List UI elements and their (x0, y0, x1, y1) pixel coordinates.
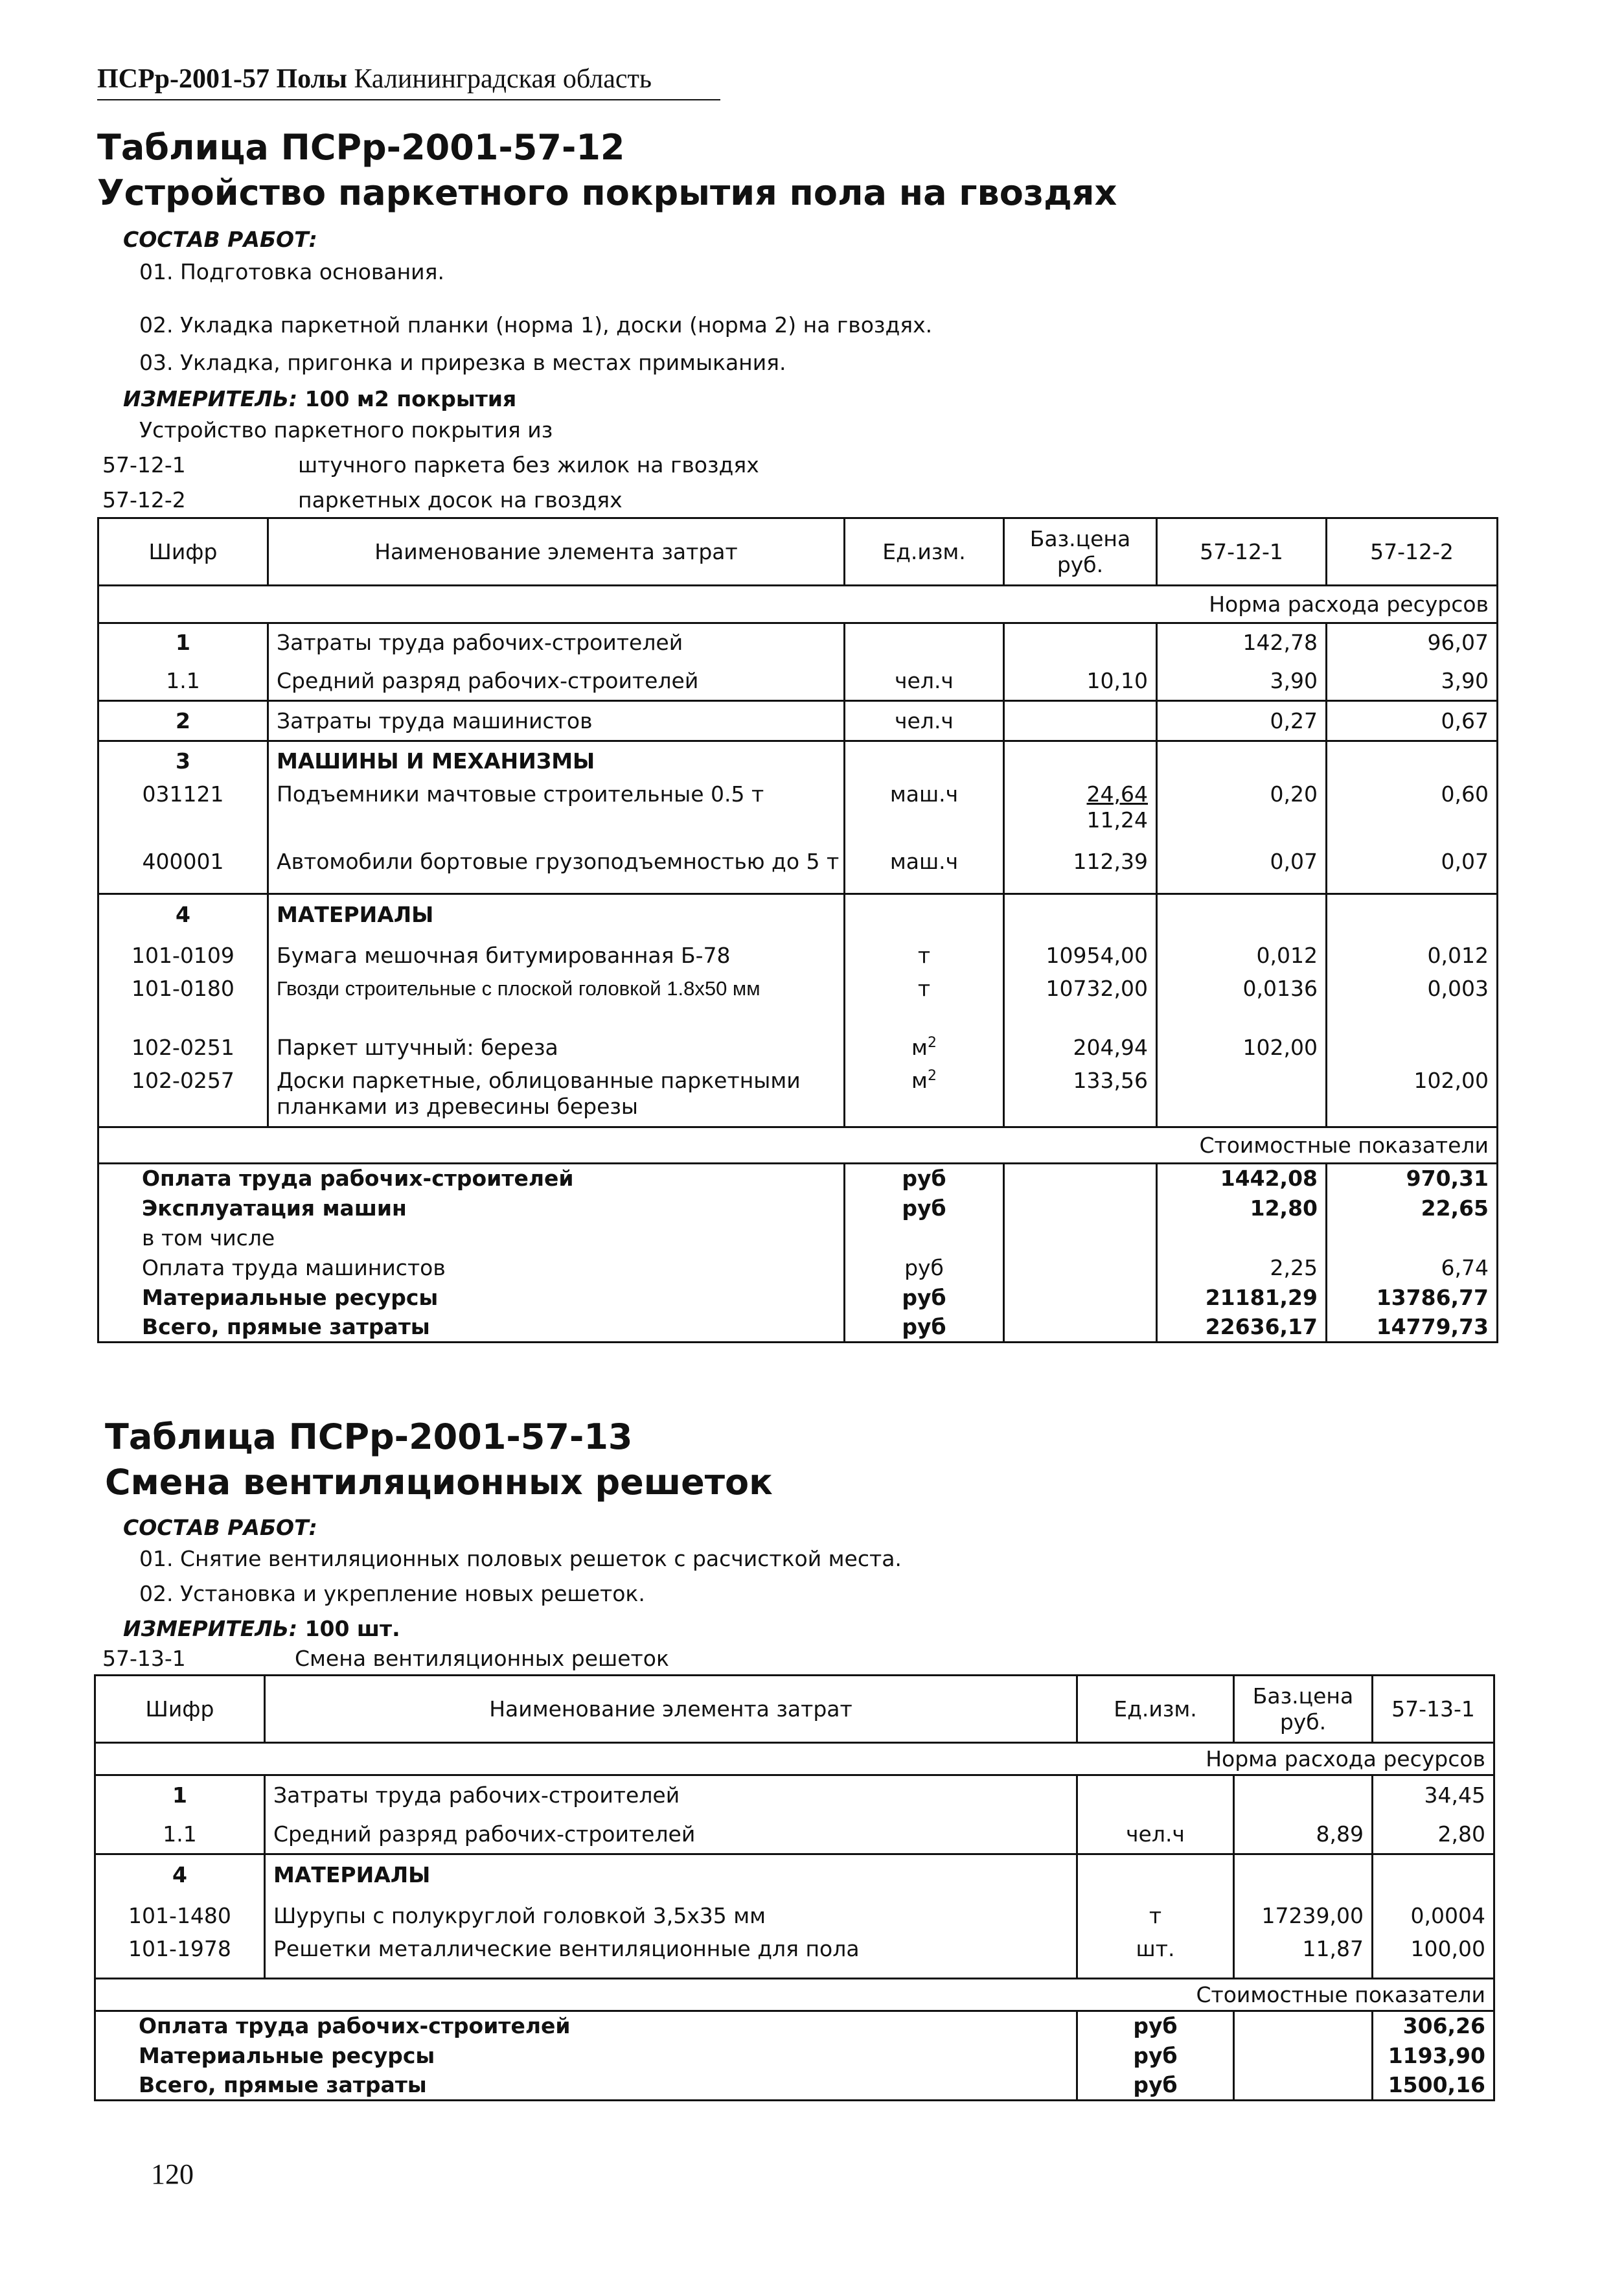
cost-value-2: 14779,73 (1376, 1313, 1489, 1339)
row-value-1: 0,012 (1157, 936, 1327, 976)
table13-work-item: 02. Установка и укрепление новых решеток. (139, 1581, 645, 1606)
cost-row (98, 1194, 1498, 1223)
row-value-1: 102,00 (1157, 1028, 1327, 1068)
row-name: Доски паркетные, облицованные паркетными планками из древесины березы (268, 1068, 845, 1127)
cost-name: Материальные ресурсы (95, 2041, 1077, 2071)
table-header-row (95, 1676, 1494, 1743)
row-code: 101-1480 (95, 1896, 265, 1936)
row-value-2: 96,07 (1427, 630, 1489, 656)
cost-name: Оплата труда машинистов (98, 1253, 845, 1283)
row-value-2: 3,90 (1441, 667, 1489, 693)
table-row (98, 741, 1498, 781)
row-code: 101-0180 (98, 976, 268, 1028)
running-header (97, 63, 652, 95)
row-value-1: 3,90 (1157, 662, 1327, 701)
row-unit: $м^2$ (845, 1068, 1004, 1127)
measure-value: 100 шт. (304, 1616, 400, 1641)
cost-name: Эксплуатация машин (98, 1194, 845, 1223)
cost-name: Всего, прямые затраты (95, 2071, 1077, 2101)
row-unit: чел.ч (845, 701, 1004, 741)
row-value-2: 0,003 (1427, 975, 1489, 1001)
table13-works-label: СОСТАВ РАБОТ: (123, 1515, 317, 1540)
row-value-1: 0,07 (1157, 849, 1327, 894)
table-row (98, 781, 1498, 849)
row-value-1: 100,00 (1410, 1935, 1485, 1961)
row-value-1: 0,0004 (1410, 1902, 1485, 1928)
row-value-1: 34,45 (1424, 1782, 1485, 1808)
section-costs: Стоимостные показатели (1196, 1981, 1485, 2007)
cost-row (95, 2011, 1494, 2041)
table-row (95, 1936, 1494, 1979)
cost-value-2: 22,65 (1421, 1195, 1489, 1221)
table12-work-item: 01. Подготовка основания. (139, 259, 444, 284)
section-row (98, 586, 1498, 623)
table-row (98, 623, 1498, 662)
table12-work-item: 02. Укладка паркетной планки (норма 1), доски (норма 2) на гвоздях. (139, 312, 933, 338)
cost-unit: руб (1077, 2011, 1234, 2041)
cost-unit: руб (845, 1194, 1004, 1223)
cost-name: Материальные ресурсы (98, 1283, 845, 1313)
row-unit: $м^2$ (845, 1028, 1004, 1068)
row-unit: т (845, 976, 1004, 1028)
table-row (98, 936, 1498, 976)
cost-unit: руб (845, 1164, 1004, 1194)
row-code: 3 (98, 741, 268, 781)
row-name: Решетки металлические вентиляционные для пола (265, 1936, 1077, 1979)
row-unit: чел.ч (1077, 1816, 1234, 1854)
cost-value-2: 13786,77 (1376, 1284, 1489, 1310)
row-name: Автомобили бортовые грузоподъемностью до 5 т (268, 849, 845, 894)
cost-unit: руб (845, 1283, 1004, 1313)
col-price: Баз.цена руб. (1234, 1676, 1373, 1743)
section-row (98, 1127, 1498, 1164)
header-code: ПСРр-2001-57 Полы (97, 64, 347, 94)
cost-row (98, 1164, 1498, 1194)
row-price: 10954,00 (1004, 936, 1157, 976)
row-price: 204,94 (1004, 1028, 1157, 1068)
row-value-2: 0,07 (1441, 848, 1489, 874)
table-row (98, 701, 1498, 741)
table-row (98, 976, 1498, 1028)
row-name: Подъемники мачтовые строительные 0.5 т (268, 781, 845, 849)
cost-name: Оплата труда рабочих-строителей (98, 1164, 845, 1194)
row-unit: маш.ч (845, 781, 1004, 849)
row-name: Гвозди строительные с плоской головкой 1.8x50 мм (268, 976, 845, 1028)
row-value-2: 0,012 (1427, 942, 1489, 968)
cost-unit (845, 1223, 1004, 1253)
row-price (1004, 781, 1157, 849)
table12-measure (123, 386, 516, 411)
row-code: 1 (95, 1775, 265, 1816)
cost-value-1: 22636,17 (1157, 1313, 1327, 1343)
row-price (1004, 701, 1157, 741)
row-code: 400001 (98, 849, 268, 894)
header-region: Калининградская область (354, 64, 652, 94)
table12-work-item: 03. Укладка, пригонка и прирезка в местах примыкания. (139, 350, 786, 375)
measure-value: 100 м2 покрытия (304, 386, 517, 411)
row-code: 1.1 (95, 1816, 265, 1854)
row-name: Средний разряд рабочих-строителей (268, 662, 845, 701)
table-row (95, 1854, 1494, 1896)
cost-row (98, 1283, 1498, 1313)
cost-row (98, 1253, 1498, 1283)
table13-subtitle: Смена вентиляционных решеток (105, 1462, 773, 1503)
table13-measure (123, 1616, 400, 1641)
row-code: 4 (95, 1854, 265, 1896)
col-norm-1: 57-13-1 (1391, 1696, 1475, 1722)
norm-text: паркетных досок на гвоздях (298, 487, 623, 513)
row-code: 101-1978 (95, 1936, 265, 1979)
col-name: Наименование элемента затрат (268, 518, 845, 586)
row-name: Шурупы с полукруглой головкой 3,5х35 мм (265, 1896, 1077, 1936)
col-price: Баз.цена руб. (1004, 518, 1157, 586)
table-row (95, 1896, 1494, 1936)
row-unit: маш.ч (845, 849, 1004, 894)
table12-subtitle: Устройство паркетного покрытия пола на гвоздях (97, 172, 1117, 213)
cost-unit: руб (1077, 2041, 1234, 2071)
row-value-2: 0,60 (1441, 781, 1489, 807)
row-value-1: 0,27 (1157, 701, 1327, 741)
measure-label: ИЗМЕРИТЕЛЬ: (123, 1616, 298, 1641)
row-name: Затраты труда рабочих-строителей (265, 1775, 1077, 1816)
row-value-1: 2,80 (1437, 1821, 1485, 1847)
table13-work-item: 01. Снятие вентиляционных половых решеток с расчисткой места. (139, 1546, 902, 1571)
table12-intro: Устройство паркетного покрытия из (139, 417, 553, 443)
cost-unit: руб (845, 1253, 1004, 1283)
cost-unit: руб (845, 1313, 1004, 1343)
row-name: МАШИНЫ И МЕХАНИЗМЫ (268, 741, 845, 781)
col-norm-2: 57-12-2 (1370, 538, 1454, 564)
norm-text: штучного паркета без жилок на гвоздях (298, 452, 759, 478)
price-secondary: 11,24 (1086, 807, 1148, 833)
table12-grid (97, 517, 1498, 1343)
cost-row (98, 1223, 1498, 1253)
table-row (98, 1028, 1498, 1068)
cost-unit: руб (1077, 2071, 1234, 2101)
cost-value-1: 1442,08 (1157, 1164, 1327, 1194)
row-code: 4 (98, 894, 268, 936)
section-costs: Стоимостные показатели (1199, 1132, 1489, 1158)
price-current: 24,64 (1086, 781, 1148, 807)
norm-code: 57-13-1 (102, 1646, 186, 1671)
cost-value-1: 12,80 (1157, 1194, 1327, 1223)
row-value-1: 0,20 (1157, 781, 1327, 849)
table13-title: Таблица ПСРр-2001-57-13 (105, 1416, 633, 1457)
table12-title: Таблица ПСРр-2001-57-12 (97, 127, 625, 168)
page-number: 120 (151, 2158, 194, 2190)
cost-value-2: 970,31 (1406, 1166, 1489, 1192)
row-code: 2 (98, 701, 268, 741)
row-unit: т (845, 936, 1004, 976)
norm-text: Смена вентиляционных решеток (295, 1646, 669, 1671)
col-name: Наименование элемента затрат (265, 1676, 1077, 1743)
row-name: МАТЕРИАЛЫ (265, 1854, 1077, 1896)
row-price (1004, 623, 1157, 662)
header-underline (97, 99, 720, 100)
row-code: 1.1 (98, 662, 268, 701)
cost-name: Всего, прямые затраты (98, 1313, 845, 1343)
table-row (98, 662, 1498, 701)
cost-value-1: 306,26 (1402, 2013, 1485, 2039)
row-code: 031121 (98, 781, 268, 849)
row-name: Затраты труда машинистов (268, 701, 845, 741)
cost-value-1: 2,25 (1157, 1253, 1327, 1283)
cost-value-1 (1157, 1223, 1327, 1253)
table13-grid (94, 1674, 1495, 2101)
row-value-1: 142,78 (1157, 623, 1327, 662)
row-name: Затраты труда рабочих-строителей (268, 623, 845, 662)
row-unit: шт. (1077, 1936, 1234, 1979)
cost-value-2: 6,74 (1441, 1254, 1489, 1280)
row-code: 1 (98, 623, 268, 662)
row-name: МАТЕРИАЛЫ (268, 894, 845, 936)
col-unit: Ед.изм. (845, 518, 1004, 586)
row-value-2: 0,67 (1441, 708, 1489, 733)
table-row (98, 849, 1498, 894)
row-unit: т (1077, 1896, 1234, 1936)
row-value-1: 0,0136 (1157, 976, 1327, 1028)
cost-row (98, 1313, 1498, 1343)
cost-name: Оплата труда рабочих-строителей (95, 2011, 1077, 2041)
cost-name: в том числе (98, 1223, 845, 1253)
col-cipher: Шифр (95, 1676, 265, 1743)
cost-row (95, 2041, 1494, 2071)
row-price: 10,10 (1004, 662, 1157, 701)
section-row (95, 1979, 1494, 2011)
section-resources: Норма расхода ресурсов (1206, 1746, 1485, 1771)
cost-value-1: 1193,90 (1388, 2042, 1485, 2068)
section-row (95, 1743, 1494, 1775)
norm-code: 57-12-1 (102, 452, 186, 478)
row-code: 101-0109 (98, 936, 268, 976)
col-norm-1: 57-12-1 (1157, 518, 1327, 586)
row-unit: чел.ч (845, 662, 1004, 701)
row-unit (845, 623, 1004, 662)
row-price: 10732,00 (1004, 976, 1157, 1028)
row-name: Паркет штучный: береза (268, 1028, 845, 1068)
section-resources: Норма расхода ресурсов (1209, 591, 1489, 617)
row-price: 8,89 (1234, 1816, 1373, 1854)
col-unit: Ед.изм. (1077, 1676, 1234, 1743)
cost-value-2 (1327, 1223, 1498, 1253)
row-code: 102-0257 (98, 1068, 268, 1127)
table-row (95, 1816, 1494, 1854)
row-name: Средний разряд рабочих-строителей (265, 1816, 1077, 1854)
table-row (95, 1775, 1494, 1816)
norm-code: 57-12-2 (102, 487, 186, 513)
measure-label: ИЗМЕРИТЕЛЬ: (123, 386, 298, 411)
col-cipher: Шифр (98, 518, 268, 586)
row-code: 102-0251 (98, 1028, 268, 1068)
row-value-1 (1157, 1068, 1327, 1127)
row-price: 17239,00 (1234, 1896, 1373, 1936)
row-price: 133,56 (1004, 1068, 1157, 1127)
table12-works-label: СОСТАВ РАБОТ: (123, 227, 317, 252)
row-value-2 (1327, 1028, 1498, 1068)
row-price: 112,39 (1004, 849, 1157, 894)
row-value-2: 102,00 (1413, 1067, 1489, 1093)
row-price: 11,87 (1234, 1936, 1373, 1979)
table-row (98, 1068, 1498, 1127)
cost-value-1: 1500,16 (1388, 2071, 1485, 2097)
table-header-row (98, 518, 1498, 586)
row-name: Бумага мешочная битумированная Б-78 (268, 936, 845, 976)
cost-value-1: 21181,29 (1157, 1283, 1327, 1313)
table-row (98, 894, 1498, 936)
cost-row (95, 2071, 1494, 2101)
